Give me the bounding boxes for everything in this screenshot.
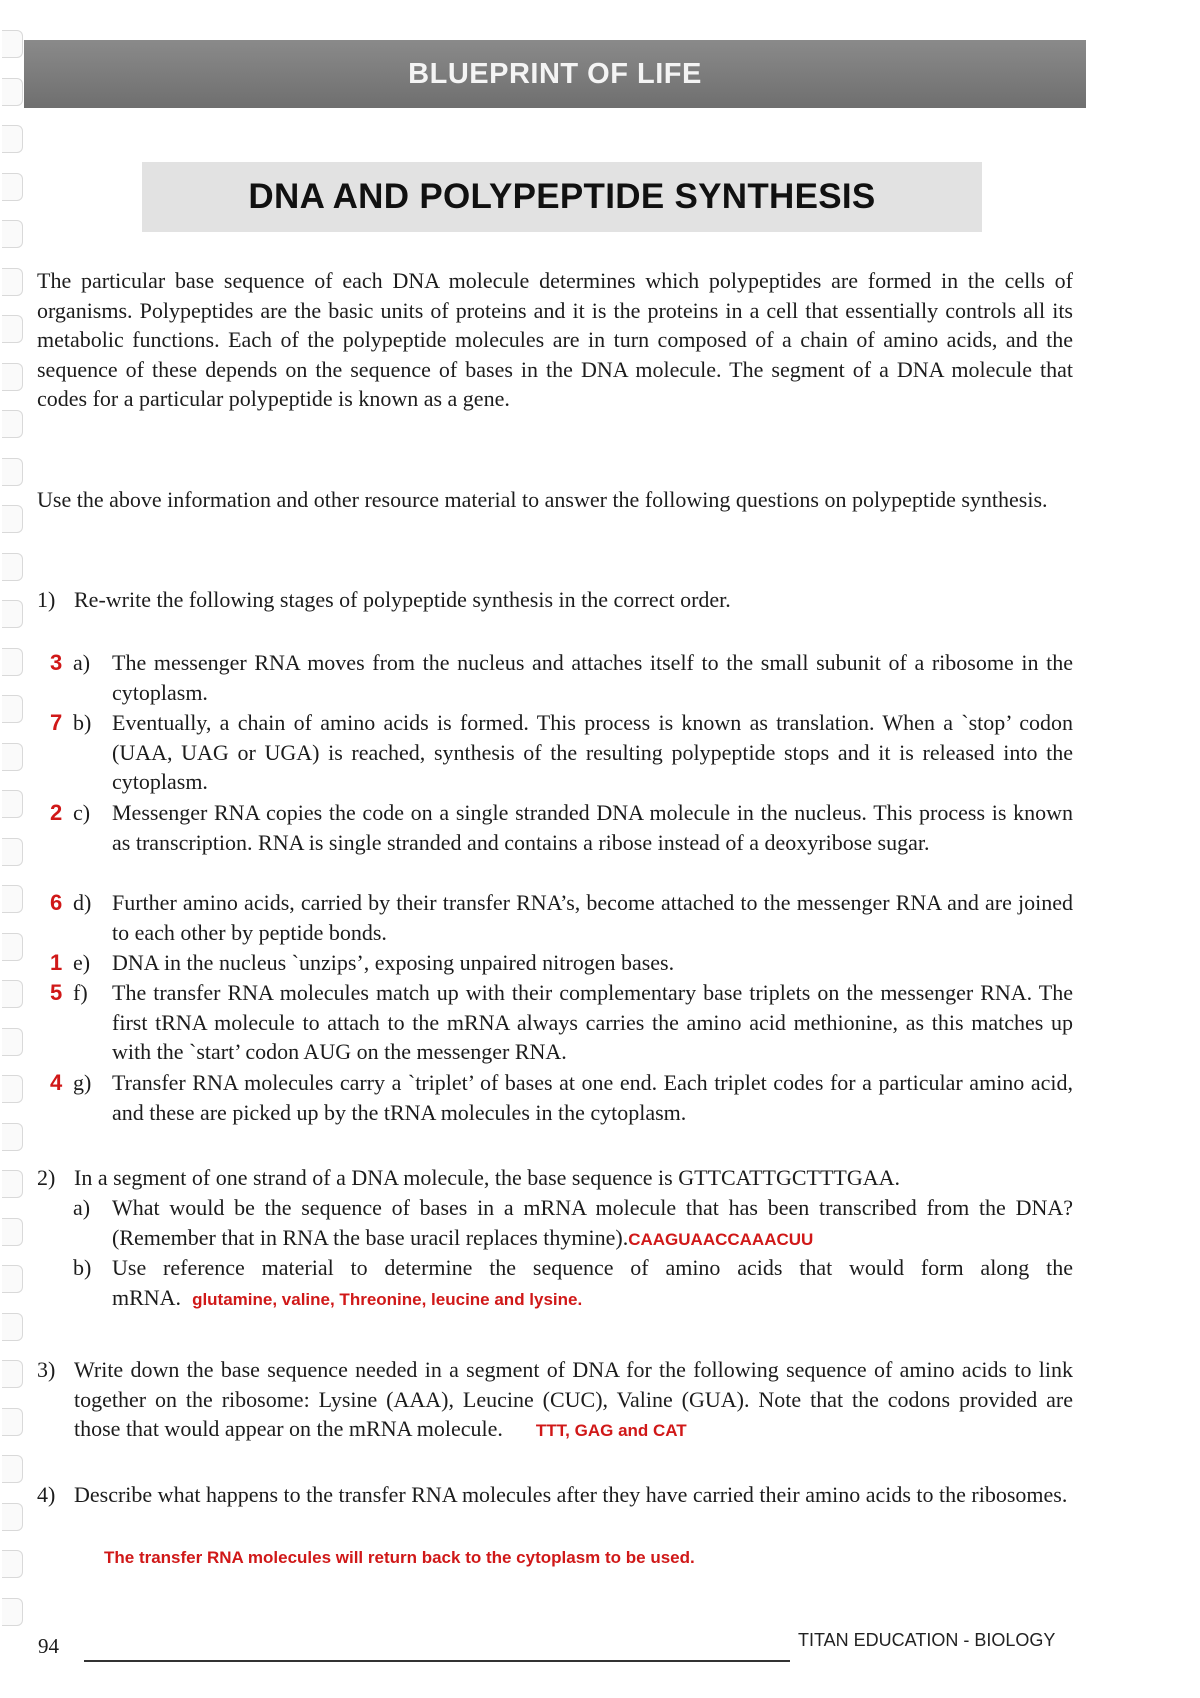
binder-margin [0, 30, 28, 1650]
binder-hole [2, 1313, 23, 1341]
item-letter: b) [73, 1255, 92, 1280]
item-letter: a) [73, 650, 91, 675]
binder-hole [2, 1028, 23, 1056]
binder-hole [2, 553, 23, 581]
item-text: DNA in the nucleus `unzips’, exposing unpaired nitrogen bases. [112, 950, 675, 975]
binder-hole [2, 1075, 23, 1103]
binder-hole [2, 838, 23, 866]
item-letter: a) [73, 1195, 91, 1220]
item-text: Further amino acids, carried by their transfer RNA’s, become attached to the messenger RNA and are joined to each other by peptide bonds. [112, 890, 1073, 945]
binder-hole [2, 1598, 23, 1626]
binder-hole [2, 268, 23, 296]
item-text: Transfer RNA molecules carry a `triplet’ of bases at one end. Each triplet codes for a particular amino acid, and these are picked up by the tRNA molecules in the cytoplasm. [112, 1070, 1073, 1125]
question-text [74, 1355, 1073, 1446]
order-answer: 1 [50, 950, 63, 975]
binder-hole [2, 363, 23, 391]
item-letter: f) [73, 980, 88, 1005]
question-number: 1) [37, 587, 56, 612]
answer-text: glutamine, valine, Threonine, leucine and lysine. [192, 1289, 583, 1309]
item-text: The messenger RNA moves from the nucleus and attaches itself to the small subunit of a ribosome in the cytoplasm. [112, 650, 1073, 705]
binder-hole [2, 1550, 23, 1578]
item-text: The transfer RNA molecules match up with their complementary base triplets on the messenger RNA. The first tRNA molecule to attach to the mRNA always carries the amino acid methionine, as this matches up with the `start’ codon AUG on the messenger RNA. [112, 980, 1073, 1064]
item-letter: d) [73, 890, 92, 915]
question-number: 3) [37, 1357, 56, 1382]
binder-hole [2, 1123, 23, 1151]
question-number: 4) [37, 1482, 56, 1507]
binder-hole [2, 458, 23, 486]
order-answer: 3 [50, 650, 63, 675]
binder-hole [2, 600, 23, 628]
binder-hole [2, 980, 23, 1008]
order-answer: 7 [50, 710, 63, 735]
question-number: 2) [37, 1165, 56, 1190]
footer-rule [84, 1660, 790, 1662]
binder-hole [2, 505, 23, 533]
intro-paragraph: The particular base sequence of each DNA molecule determines which polypeptides are formed in the cells of organisms. Polypeptides are the basic units of proteins and it is the proteins in a cell that essentially controls all its metabolic functions. Each of the polypeptide molecules are in turn composed of a chain of amino acids, and the sequence of these depends on the sequence of bases in the DNA molecule. The segment of a DNA molecule that codes for a particular polypeptide is known as a gene. [37, 268, 1073, 411]
order-answer: 6 [50, 890, 63, 915]
binder-hole [2, 1503, 23, 1531]
binder-hole [2, 933, 23, 961]
item-letter: c) [73, 800, 91, 825]
binder-hole [2, 315, 23, 343]
order-answer: 5 [50, 980, 63, 1005]
order-answer: 4 [50, 1070, 63, 1095]
answer-text: TTT, GAG and CAT [535, 1421, 687, 1440]
binder-hole [2, 1265, 23, 1293]
item-letter: g) [73, 1070, 92, 1095]
item-text: Messenger RNA copies the code on a single stranded DNA molecule in the nucleus. This process is known as transcription. RNA is single stranded and contains a ribose instead of a deoxyribose sugar. [112, 800, 1073, 855]
question-body: Write down the base sequence needed in a segment of DNA for the following sequence of amino acids to link together on the ribosome: Lysine (AAA), Leucine (CUC), Valine (GUA). Note that the codons provided are those that would appear on the mRNA molecule. [74, 1357, 1073, 1441]
binder-hole [2, 220, 23, 248]
binder-hole [2, 410, 23, 438]
binder-hole [2, 885, 23, 913]
binder-hole [2, 1408, 23, 1436]
page-title: DNA AND POLYPEPTIDE SYNTHESIS [248, 177, 876, 216]
answer-text: CAAGUAACCAAACUU [628, 1229, 814, 1249]
question-text: In a segment of one strand of a DNA molecule, the base sequence is GTTCATTGCTTTGAA. [74, 1165, 900, 1190]
footer-brand: TITAN EDUCATION - BIOLOGY [798, 1630, 1056, 1650]
instructions-paragraph: Use the above information and other resource material to answer the following questions on polypeptide synthesis. [37, 487, 1048, 512]
order-answer: 2 [50, 800, 63, 825]
binder-hole [2, 1455, 23, 1483]
page-number: 94 [38, 1634, 59, 1658]
binder-hole [2, 30, 23, 58]
item-text [112, 1253, 1073, 1314]
item-text: Eventually, a chain of amino acids is formed. This process is known as translation. When a `stop’ codon (UAA, UAG or UGA) is reached, synthesis of the resulting polypeptide stops and it is released into the cytoplasm. [112, 710, 1073, 794]
question-text: Re-write the following stages of polypeptide synthesis in the correct order. [74, 587, 731, 612]
item-letter: b) [73, 710, 92, 735]
answer-row [104, 1541, 1084, 1573]
binder-hole [2, 790, 23, 818]
binder-hole [2, 648, 23, 676]
item-question: Use reference material to determine the sequence of amino acids that would form along the mRNA. [112, 1255, 1073, 1310]
banner-title: BLUEPRINT OF LIFE [408, 57, 702, 90]
binder-hole [2, 743, 23, 771]
title-banner [142, 162, 982, 232]
answer-text: The transfer RNA molecules will return back to the cytoplasm to be used. [104, 1548, 695, 1567]
section-banner [24, 40, 1086, 108]
item-text [112, 1193, 1073, 1254]
binder-hole [2, 1218, 23, 1246]
item-question: What would be the sequence of bases in a mRNA molecule that has been transcribed from the DNA? (Remember that in RNA the base uracil replaces thymine). [112, 1195, 1073, 1250]
item-letter: e) [73, 950, 91, 975]
binder-hole [2, 78, 23, 106]
binder-hole [2, 695, 23, 723]
binder-hole [2, 1360, 23, 1388]
binder-hole [2, 1170, 23, 1198]
binder-hole [2, 125, 23, 153]
question-text: Describe what happens to the transfer RNA molecules after they have carried their amino acids to the ribosomes. [74, 1482, 1068, 1507]
binder-hole [2, 173, 23, 201]
